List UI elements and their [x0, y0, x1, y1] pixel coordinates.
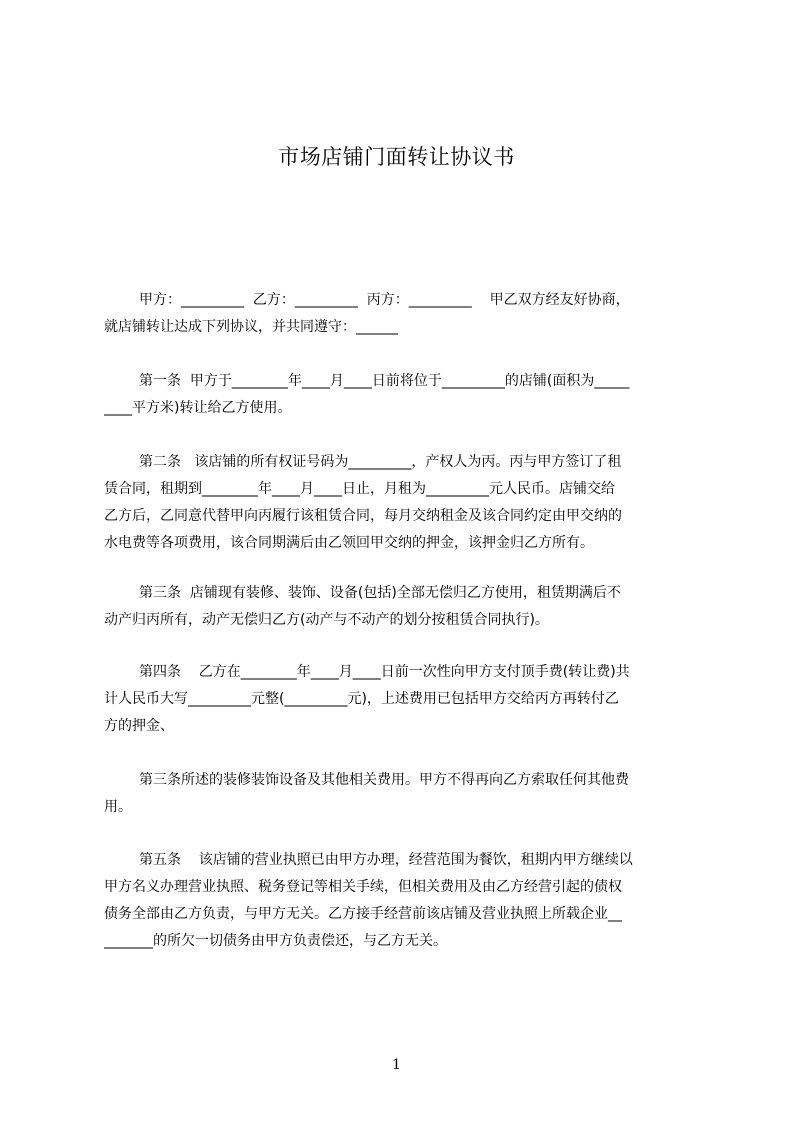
article-4-continuation-line-1: 第三条所述的装修装饰设备及其他相关费用。甲方不得再向乙方索取任何其他费 [139, 772, 629, 788]
article-4-continuation-paragraph [104, 767, 700, 821]
article-4-line-1: 第四条 乙方在________年____月____日前一次性向甲方支付顶手费(转让费)共 [139, 664, 630, 680]
article-4-paragraph [104, 659, 700, 740]
article-5-line-4: _______的所欠一切债务由甲方负责偿还，与乙方无关。 [104, 933, 447, 949]
article-5-line-3: 债务全部由乙方负责，与甲方无关。乙方接手经营前该店铺及营业执照上所载企业__ [104, 906, 622, 922]
page-title: 市场店铺门面转让协议书 [278, 145, 515, 169]
article-2-line-1: 第二条 该店铺的所有权证号码为_________，产权人为丙。丙与甲方签订了租 [139, 454, 622, 470]
article-3-line-2: 动产归丙所有，动产无偿归乙方(动产与不动产的划分按租赁合同执行)。 [104, 612, 549, 628]
article-2-paragraph [104, 449, 700, 557]
article-3-line-1: 第三条 店铺现有装修、装饰、设备(包括)全部无偿归乙方使用，租赁期满后不 [139, 585, 621, 601]
preamble-line-1: 甲方：_________ 乙方：_________ 丙方：_________ 甲乙双方经友好协商， [139, 292, 630, 308]
article-5-line-2: 甲方名义办理营业执照、税务登记等相关手续，但相关费用及由乙方经营引起的债权 [104, 879, 622, 895]
article-5-line-1: 第五条 该店铺的营业执照已由甲方办理，经营范围为餐饮，租期内甲方继续以 [139, 852, 633, 868]
article-2-line-4: 水电费等各项费用，该合同期满后由乙领回甲交纳的押金，该押金归乙方所有。 [104, 535, 594, 551]
article-1-line-2: ____平方米)转让给乙方使用。 [104, 400, 292, 416]
article-4-line-2: 计人民币大写_________元整(_________元)，上述费用已包括甲方交给丙方再转付乙 [104, 691, 619, 707]
article-4-continuation-line-2: 用。 [104, 799, 132, 815]
article-4-line-3: 方的押金、 [104, 718, 174, 734]
article-2-line-3: 乙方后，乙同意代替甲向丙履行该租赁合同，每月交纳租金及该合同约定由甲交纳的 [104, 508, 622, 524]
article-3-paragraph [104, 580, 700, 634]
page-number: 1 [392, 1057, 401, 1073]
article-1-paragraph [104, 368, 700, 422]
article-2-line-2: 赁合同，租期到________年____月____日止，月租为_________元人民币。店铺交给 [104, 481, 615, 497]
article-1-line-1: 第一条 甲方于________年____月____日前将位于_________的店铺(面积为_____ [139, 373, 630, 389]
preamble-line-2: 就店铺转让达成下列协议，并共同遵守：______ [104, 319, 398, 335]
preamble-paragraph [104, 287, 700, 341]
article-5-paragraph [104, 847, 700, 955]
